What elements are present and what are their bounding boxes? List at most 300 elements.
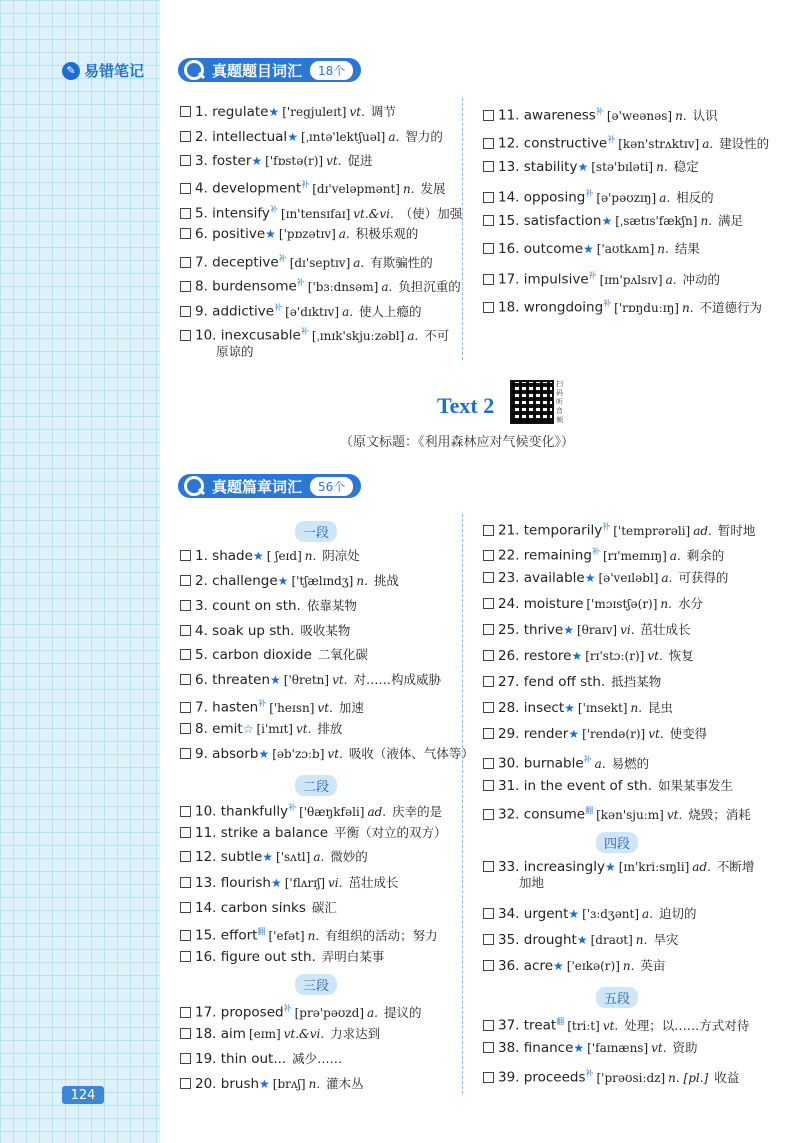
- vocab-item: [180, 226, 418, 242]
- checkbox[interactable]: [180, 827, 191, 838]
- checkbox[interactable]: [180, 208, 191, 219]
- item-word: available: [523, 570, 585, 586]
- definition: 使人上瘾的: [355, 303, 422, 319]
- checkbox[interactable]: [483, 525, 494, 536]
- vocab-item: [180, 1051, 342, 1067]
- definition: 对……构成威胁: [349, 672, 441, 687]
- item-number: 38.: [498, 1040, 524, 1056]
- magnifier-icon: [182, 475, 208, 497]
- item-number: 14.: [498, 189, 524, 206]
- checkbox[interactable]: [180, 951, 191, 962]
- checkbox[interactable]: [180, 131, 191, 142]
- checkbox[interactable]: [180, 748, 191, 759]
- phonetic: [rɪ'stɔː(r)]: [585, 649, 645, 663]
- checkbox[interactable]: [483, 572, 494, 583]
- checkbox[interactable]: [483, 908, 494, 919]
- phonetic: ['ɜːdʒənt]: [582, 907, 640, 921]
- checkbox[interactable]: [180, 600, 191, 611]
- mark-icon: 补: [595, 107, 604, 116]
- vocab-item: [483, 544, 724, 564]
- definition: 茁壮成长: [344, 875, 399, 890]
- item-word: subtle: [220, 849, 263, 865]
- item-word: proposed: [220, 1004, 284, 1021]
- part-of-speech: n.: [700, 214, 712, 228]
- definition: 旱灾: [649, 932, 679, 947]
- checkbox[interactable]: [180, 806, 191, 817]
- pencil-icon: ✎: [62, 62, 80, 80]
- checkbox[interactable]: [180, 330, 191, 341]
- checkbox[interactable]: [483, 550, 494, 561]
- phonetic: ['temprərəli]: [613, 523, 691, 538]
- item-word: outcome: [523, 241, 584, 257]
- phonetic: [rɪ'meɪnɪŋ]: [602, 548, 667, 563]
- mark-icon: 补: [602, 522, 611, 531]
- item-number: 11.: [498, 107, 524, 124]
- mark-icon: ★: [270, 673, 281, 687]
- qr-label: 扫码听音频: [556, 380, 563, 424]
- checkbox[interactable]: [483, 598, 494, 609]
- part-of-speech: n. [pl.]: [668, 1070, 709, 1085]
- vocab-item: [180, 1001, 421, 1021]
- definition: 负担沉重的: [394, 278, 461, 294]
- definition: 发展: [416, 180, 446, 196]
- checkbox[interactable]: [180, 550, 191, 561]
- part-of-speech: vt.: [326, 154, 342, 168]
- item-word: insect: [523, 700, 565, 716]
- mark-icon: 补: [283, 1004, 292, 1013]
- definition: 可获得的: [674, 570, 729, 585]
- vocab-item: [180, 949, 384, 965]
- item-number: 20.: [195, 1076, 221, 1092]
- mark-icon: 补: [591, 547, 600, 556]
- segment-label: 三段: [295, 974, 337, 995]
- mark-icon: 补: [288, 803, 297, 812]
- vocab-item: [483, 648, 694, 664]
- checkbox[interactable]: [483, 728, 494, 739]
- item-number: 15.: [195, 927, 221, 944]
- definition: 排放: [313, 721, 343, 736]
- phonetic: [ɪn'kriːsɪŋli]: [618, 860, 690, 874]
- mark-icon: ★: [270, 876, 282, 890]
- vocab-item: [180, 721, 342, 737]
- checkbox[interactable]: [483, 624, 494, 635]
- checkbox[interactable]: [180, 674, 191, 685]
- definition: 微妙的: [326, 849, 368, 864]
- phonetic: ['regjuleɪt]: [282, 105, 347, 119]
- item-number: 4.: [195, 180, 213, 197]
- vocab-item: [180, 825, 447, 841]
- checkbox[interactable]: [180, 649, 191, 660]
- vocab-item: [483, 726, 707, 742]
- checkbox[interactable]: [483, 809, 494, 820]
- vocab-item: [180, 275, 461, 295]
- item-number: 24.: [498, 596, 524, 612]
- item-word: absorb: [212, 746, 259, 762]
- item-number: 33.: [498, 859, 524, 875]
- part-of-speech: vt.&vi.: [283, 1027, 325, 1041]
- part-of-speech: vt.: [317, 700, 333, 715]
- definition: 抵挡某物: [607, 674, 662, 689]
- part-of-speech: a.: [342, 304, 354, 319]
- item-number: 5.: [195, 647, 213, 663]
- item-word: count on sth.: [212, 598, 301, 614]
- checkbox[interactable]: [180, 1028, 191, 1039]
- checkbox[interactable]: [483, 758, 494, 769]
- phonetic: ['heɪsn]: [269, 700, 315, 715]
- checkbox[interactable]: [180, 851, 191, 862]
- item-word: restore: [523, 648, 572, 664]
- mark-icon: ★: [573, 1041, 585, 1055]
- phonetic: [ˌɪnɪk'skjuːzəbl]: [311, 328, 405, 343]
- mark-icon: ★: [258, 747, 270, 761]
- phonetic: [stə'bɪləti]: [591, 160, 654, 174]
- checkbox[interactable]: [180, 702, 191, 713]
- vocab-item: [180, 324, 449, 360]
- brand-label: 易错笔记: [84, 62, 145, 80]
- item-number: 2.: [195, 573, 213, 589]
- mark-icon: 翻: [585, 806, 594, 815]
- checkbox[interactable]: [180, 1007, 191, 1018]
- part-of-speech: a.: [642, 907, 654, 921]
- vocab-item: [483, 622, 691, 638]
- phonetic: [ɪn'tensɪfaɪ]: [280, 206, 351, 221]
- item-number: 6.: [195, 226, 213, 242]
- definition: 冲动的: [678, 271, 721, 287]
- item-number: 7.: [195, 254, 213, 271]
- mark-icon: ★: [287, 130, 298, 144]
- vocab-item: [180, 1076, 364, 1092]
- item-number: 13.: [498, 159, 524, 175]
- item-number: 16.: [498, 241, 524, 257]
- definition: 收益: [710, 1069, 740, 1085]
- definition: 吸收（液体、气体等）: [344, 746, 474, 761]
- definition: 阴凉处: [318, 548, 360, 563]
- part-of-speech: vt.: [648, 727, 664, 741]
- item-word: threaten: [212, 672, 271, 688]
- item-word: acre: [523, 958, 554, 974]
- item-word: proceeds: [523, 1069, 586, 1086]
- definition: 平衡（对立的双方）: [330, 825, 447, 840]
- vocab-item: [483, 1066, 739, 1086]
- vocab-item: [483, 752, 649, 772]
- item-word: remaining: [523, 547, 592, 564]
- item-number: 12.: [498, 135, 524, 152]
- checkbox[interactable]: [180, 183, 191, 194]
- phonetic: [dɪ'veləpmənt]: [312, 181, 400, 196]
- mark-icon: ★: [262, 850, 274, 864]
- item-word: stability: [523, 159, 578, 175]
- mark-icon: 补: [269, 205, 278, 214]
- definition: 吸收某物: [296, 623, 351, 638]
- vocab-item: [180, 647, 368, 663]
- definition: 水分: [673, 596, 703, 611]
- item-word: carbon sinks: [220, 900, 306, 916]
- qr-code[interactable]: [510, 380, 554, 424]
- mark-icon: ★: [563, 623, 574, 637]
- item-word: burdensome: [212, 278, 297, 295]
- item-word: carbon dioxide: [212, 647, 312, 663]
- item-word: soak up sth.: [212, 623, 295, 639]
- vocab-item: [180, 573, 399, 589]
- definition: 英亩: [636, 958, 666, 973]
- vocab-item: [180, 924, 438, 944]
- item-word: burnable: [523, 755, 584, 772]
- mark-icon: 补: [258, 699, 267, 708]
- vocab-item: [483, 932, 678, 948]
- item-word: finance: [523, 1040, 574, 1056]
- item-number: 10.: [195, 803, 221, 820]
- phonetic: [ˌɪntə'lektʃuəl]: [300, 130, 386, 144]
- mark-icon: 翻: [556, 1017, 565, 1026]
- vocab-item: [180, 300, 422, 320]
- definition: 迫切的: [655, 906, 697, 921]
- definition: 灌木丛: [322, 1076, 364, 1091]
- item-word: drought: [523, 932, 577, 948]
- phonetic: ['fɒstə(r)]: [265, 154, 324, 168]
- checkbox[interactable]: [483, 861, 494, 872]
- mark-icon: ★: [576, 933, 588, 947]
- mark-icon: ★: [265, 227, 276, 241]
- mark-icon: 补: [300, 327, 309, 336]
- checkbox[interactable]: [483, 650, 494, 661]
- definition-cont: 加地: [519, 875, 545, 890]
- checkbox[interactable]: [483, 138, 494, 149]
- part-of-speech: vt.: [666, 807, 683, 822]
- item-number: 9.: [195, 303, 213, 320]
- definition: 剩余的: [682, 547, 725, 563]
- item-word: thrive: [523, 622, 564, 638]
- vocab-item: [180, 177, 445, 197]
- item-number: 18.: [195, 1026, 221, 1042]
- vocab-item: [483, 186, 714, 206]
- item-number: 32.: [498, 806, 524, 823]
- phonetic: [ə'pəʊzɪŋ]: [596, 190, 657, 205]
- phonetic: ['ɪnsekt]: [577, 701, 628, 715]
- phonetic: ['bɜːdnsəm]: [307, 279, 379, 294]
- vocab-item: [483, 803, 751, 823]
- part-of-speech: a.: [594, 756, 606, 771]
- definition: 有欺骗性的: [366, 254, 433, 270]
- definition: 智力的: [401, 129, 443, 144]
- mark-icon: 补: [585, 1069, 594, 1078]
- checkbox[interactable]: [483, 161, 494, 172]
- checkbox[interactable]: [483, 1072, 494, 1083]
- checkbox[interactable]: [180, 625, 191, 636]
- item-word: intensify: [212, 205, 270, 222]
- part-of-speech: vi.: [328, 876, 343, 890]
- checkbox[interactable]: [180, 877, 191, 888]
- part-of-speech: a.: [381, 279, 393, 294]
- item-number: 34.: [498, 906, 524, 922]
- segment-label: 五段: [596, 987, 638, 1008]
- item-word: regulate: [212, 104, 269, 120]
- definition: 依靠某物: [302, 598, 357, 613]
- definition: 碳汇: [307, 900, 337, 915]
- phonetic: [kən'sjuːm]: [596, 807, 664, 822]
- mark-icon: ★: [568, 907, 580, 921]
- checkbox[interactable]: [483, 676, 494, 687]
- part-of-speech: ad.: [693, 523, 712, 538]
- checkbox[interactable]: [180, 1078, 191, 1089]
- mark-icon: ★: [583, 242, 594, 256]
- checkbox[interactable]: [180, 106, 191, 117]
- segment-label: 二段: [295, 775, 337, 796]
- item-word: emit: [212, 721, 243, 737]
- phonetic: [ə'veɪləbl]: [598, 571, 659, 585]
- mark-icon: ★: [577, 160, 589, 174]
- part-of-speech: a.: [669, 548, 681, 563]
- item-word: flourish: [220, 875, 271, 891]
- part-of-speech: a.: [407, 328, 419, 343]
- mark-icon: 补: [583, 755, 592, 764]
- item-word: constructive: [523, 135, 608, 152]
- section1-count: 18个: [310, 61, 353, 80]
- phonetic: ['aʊtkʌm]: [596, 242, 655, 256]
- definition: 茁壮成长: [636, 622, 691, 637]
- item-number: 25.: [498, 622, 524, 638]
- item-word: addictive: [212, 303, 275, 320]
- part-of-speech: n.: [657, 242, 669, 256]
- section1-header: [178, 57, 361, 83]
- item-word: wrongdoing: [523, 299, 604, 316]
- item-word: inexcusable: [220, 327, 301, 344]
- checkbox[interactable]: [483, 110, 494, 121]
- mark-icon: 补: [607, 135, 616, 144]
- mark-icon: ★: [259, 1077, 270, 1091]
- phonetic: [prə'pəʊzd]: [294, 1005, 365, 1020]
- phonetic: [ɪm'pʌlsɪv]: [599, 272, 663, 287]
- segment-label: 四段: [596, 832, 638, 853]
- phonetic: ['sʌtl]: [276, 850, 311, 864]
- phonetic: [triːt]: [567, 1018, 600, 1033]
- phonetic: [əb'zɔːb]: [272, 747, 325, 761]
- vocab-item: [483, 859, 754, 891]
- item-number: 30.: [498, 755, 524, 772]
- magnifier-icon: [182, 59, 208, 81]
- vocab-item: [180, 129, 443, 145]
- definition: 不可: [420, 327, 450, 343]
- item-number: 17.: [498, 271, 524, 288]
- checkbox[interactable]: [483, 1020, 494, 1031]
- phonetic: ['efət]: [268, 928, 305, 943]
- checkbox[interactable]: [483, 243, 494, 254]
- vocab-item: [483, 1014, 749, 1034]
- phonetic: ['θæŋkfəli]: [299, 804, 365, 819]
- part-of-speech: a.: [661, 571, 673, 585]
- vocab-item: [483, 159, 699, 175]
- part-of-speech: vt.: [332, 673, 348, 687]
- vocab-item: [483, 132, 769, 152]
- phonetic: [draʊt]: [590, 933, 633, 947]
- checkbox[interactable]: [483, 934, 494, 945]
- definition: 调节: [366, 104, 396, 119]
- vocab-item: [483, 213, 743, 229]
- part-of-speech: vi.: [620, 623, 635, 637]
- mark-icon: ★: [571, 649, 583, 663]
- part-of-speech: vt.: [327, 747, 343, 761]
- phonetic: [ ʃeɪd]: [266, 549, 302, 563]
- phonetic: [brʌʃ]: [272, 1077, 306, 1091]
- item-word: hasten: [212, 699, 259, 716]
- definition: 处理；以……方式对待: [620, 1017, 750, 1033]
- phonetic: ['eɪkə(r)]: [566, 959, 620, 973]
- checkbox[interactable]: [483, 1042, 494, 1053]
- definition: 积极乐观的: [351, 226, 419, 241]
- checkbox[interactable]: [483, 302, 494, 313]
- phonetic: [ə'weənəs]: [606, 108, 673, 123]
- vocab-item: [483, 1040, 698, 1056]
- definition-cont: 原谅的: [216, 343, 254, 359]
- original-title: （原文标题：《利用森林应对气候变化》）: [340, 435, 575, 450]
- vocab-item: [180, 104, 396, 120]
- item-number: 2.: [195, 129, 213, 145]
- vocab-item: [483, 296, 762, 316]
- part-of-speech: vt.&vi.: [353, 206, 394, 221]
- checkbox[interactable]: [180, 281, 191, 292]
- checkbox[interactable]: [180, 228, 191, 239]
- item-word: thankfully: [220, 803, 289, 820]
- checkbox[interactable]: [483, 192, 494, 203]
- item-number: 1.: [195, 548, 213, 564]
- item-number: 3.: [195, 598, 213, 614]
- vocab-item: [483, 958, 665, 974]
- part-of-speech: n.: [622, 959, 635, 973]
- checkbox[interactable]: [483, 702, 494, 713]
- definition: 认识: [688, 107, 718, 123]
- item-number: 37.: [498, 1017, 524, 1034]
- definition: 二氧化碳: [313, 647, 368, 662]
- item-number: 17.: [195, 1004, 221, 1021]
- checkbox[interactable]: [180, 930, 191, 941]
- checkbox[interactable]: [483, 960, 494, 971]
- brand: [62, 60, 144, 81]
- section2-count: 56个: [310, 477, 353, 496]
- item-number: 13.: [195, 875, 221, 891]
- checkbox[interactable]: [483, 274, 494, 285]
- vocab-item: [180, 598, 357, 614]
- checkbox[interactable]: [483, 215, 494, 226]
- checkbox[interactable]: [180, 575, 191, 586]
- mark-icon: 翻: [257, 927, 266, 936]
- checkbox[interactable]: [180, 155, 191, 166]
- checkbox[interactable]: [180, 306, 191, 317]
- part-of-speech: n.: [660, 597, 672, 611]
- part-of-speech: vt.: [647, 649, 663, 663]
- part-of-speech: ad.: [692, 860, 711, 874]
- checkbox[interactable]: [180, 723, 191, 734]
- checkbox[interactable]: [483, 780, 494, 791]
- checkbox[interactable]: [180, 902, 191, 913]
- part-of-speech: n.: [308, 1077, 321, 1091]
- vocab-item: [483, 519, 755, 539]
- vocab-item: [180, 800, 442, 820]
- vocab-item: [180, 672, 441, 688]
- item-word: strike a balance: [220, 825, 329, 841]
- mark-icon: ★: [251, 154, 263, 168]
- mark-icon: ★: [277, 574, 289, 588]
- part-of-speech: a.: [388, 130, 400, 144]
- item-number: 15.: [498, 213, 524, 229]
- definition: 促进: [343, 153, 373, 168]
- checkbox[interactable]: [180, 257, 191, 268]
- column-divider: [462, 98, 463, 360]
- item-number: 4.: [195, 623, 213, 639]
- checkbox[interactable]: [180, 1053, 191, 1064]
- mark-icon: ★: [268, 105, 280, 119]
- item-number: 36.: [498, 958, 524, 974]
- part-of-speech: n.: [656, 160, 668, 174]
- item-word: opposing: [523, 189, 586, 206]
